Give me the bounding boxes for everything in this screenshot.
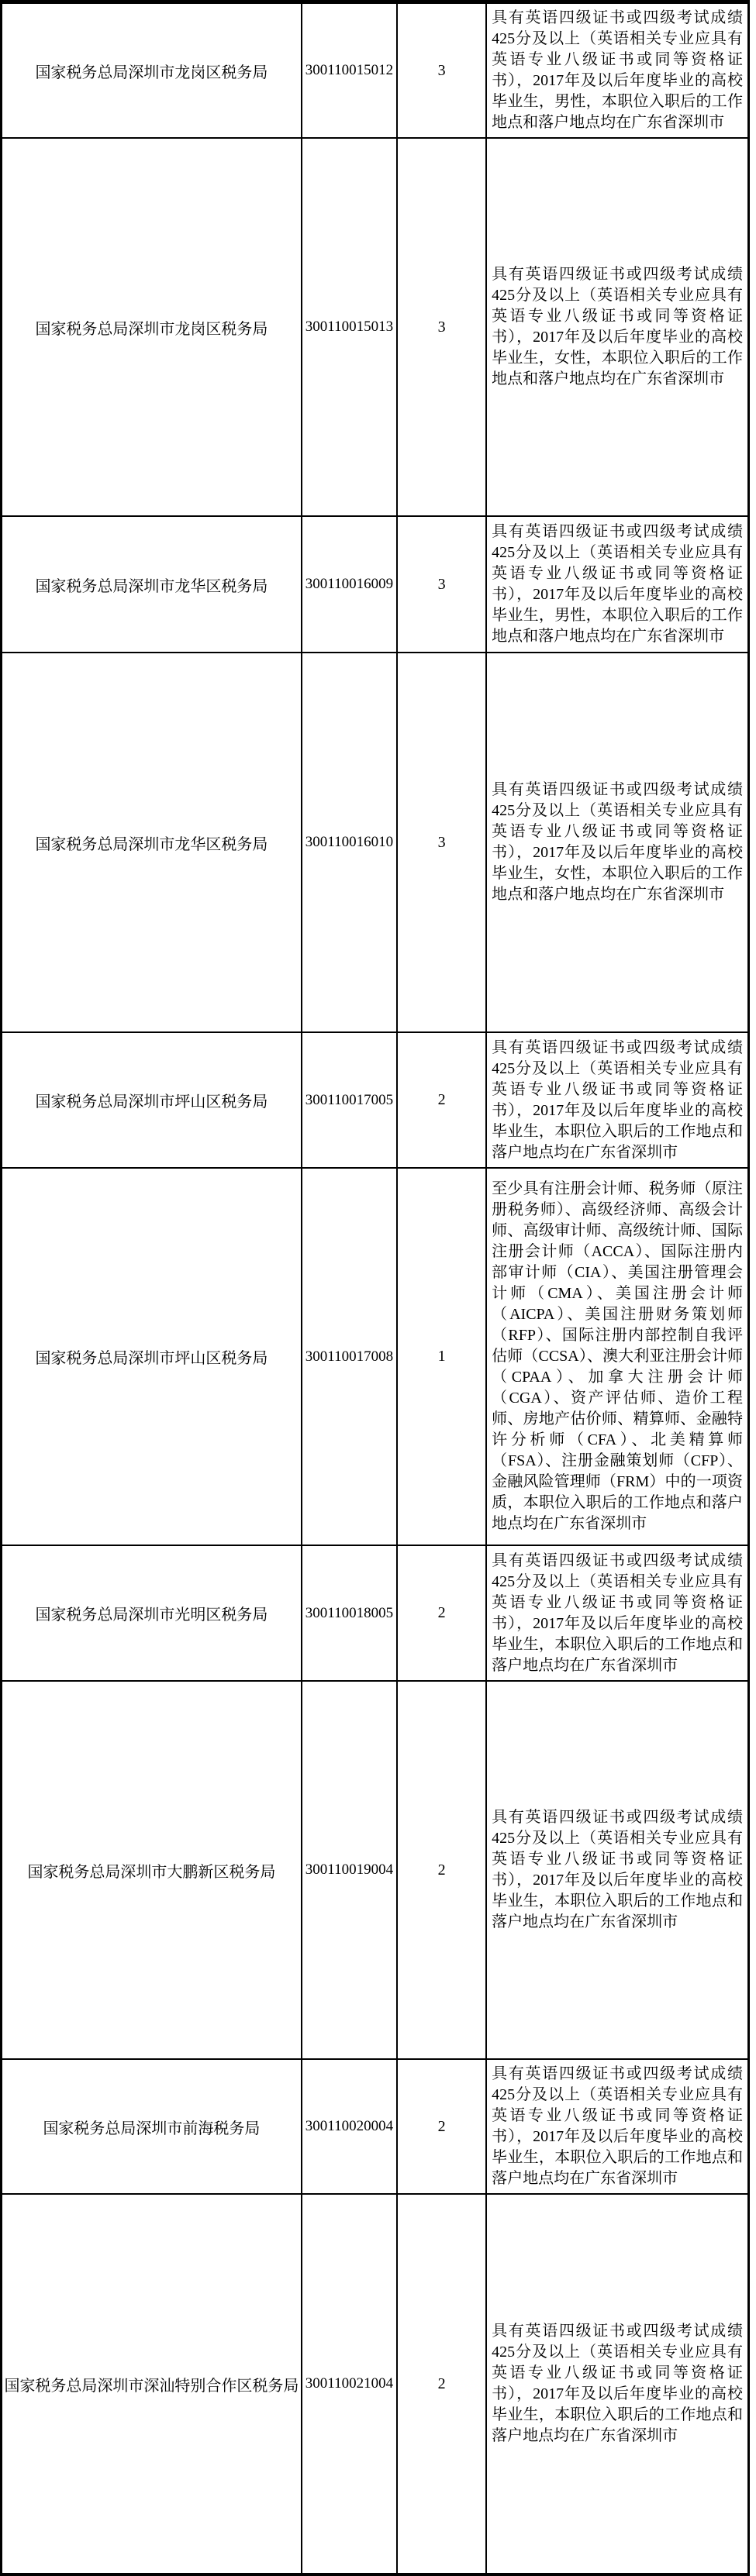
position-code-cell: 300110016009 xyxy=(302,516,397,653)
requirements-cell: 具有英语四级证书或四级考试成绩425分及以上（英语相关专业应具有英语专业八级证书或同等资格证书），2017年及以后年度毕业的高校毕业生，本职位入职后的工作地点和落户地点均在广东省深圳市 xyxy=(486,1032,748,1168)
requirements-cell: 具有英语四级证书或四级考试成绩425分及以上（英语相关专业应具有英语专业八级证书或同等资格证书），2017年及以后年度毕业的高校毕业生，本职位入职后的工作地点和落户地点均在广东省深圳市 xyxy=(486,1545,748,1681)
requirements-cell: 具有英语四级证书或四级考试成绩425分及以上（英语相关专业应具有英语专业八级证书或同等资格证书），2017年及以后年度毕业的高校毕业生，女性，本职位入职后的工作地点和落户地点均在广东省深圳市 xyxy=(486,653,748,1032)
org-name-cell: 国家税务总局深圳市龙华区税务局 xyxy=(2,653,302,1032)
headcount-cell: 3 xyxy=(397,653,486,1032)
table-row xyxy=(2,2194,749,2574)
table-row xyxy=(2,653,749,1032)
headcount-cell: 3 xyxy=(397,2,486,139)
headcount-cell: 2 xyxy=(397,1032,486,1168)
org-name-cell: 国家税务总局深圳市龙岗区税务局 xyxy=(2,2,302,139)
table-row xyxy=(2,2059,749,2194)
org-name-cell: 国家税务总局深圳市坪山区税务局 xyxy=(2,1168,302,1545)
org-name-cell: 国家税务总局深圳市龙岗区税务局 xyxy=(2,138,302,516)
headcount-cell: 3 xyxy=(397,516,486,653)
position-code-cell: 300110017005 xyxy=(302,1032,397,1168)
org-name-cell: 国家税务总局深圳市大鹏新区税务局 xyxy=(2,1681,302,2059)
org-name-cell: 国家税务总局深圳市深汕特别合作区税务局 xyxy=(2,2194,302,2574)
requirements-cell: 具有英语四级证书或四级考试成绩425分及以上（英语相关专业应具有英语专业八级证书或同等资格证书），2017年及以后年度毕业的高校毕业生，本职位入职后的工作地点和落户地点均在广东省深圳市 xyxy=(486,2059,748,2194)
position-code-cell: 300110015013 xyxy=(302,138,397,516)
table-row xyxy=(2,1032,749,1168)
position-code-cell: 300110021004 xyxy=(302,2194,397,2574)
org-name-cell: 国家税务总局深圳市龙华区税务局 xyxy=(2,516,302,653)
requirements-cell: 具有英语四级证书或四级考试成绩425分及以上（英语相关专业应具有英语专业八级证书或同等资格证书），2017年及以后年度毕业的高校毕业生，本职位入职后的工作地点和落户地点均在广东省深圳市 xyxy=(486,1681,748,2059)
requirements-cell: 具有英语四级证书或四级考试成绩425分及以上（英语相关专业应具有英语专业八级证书或同等资格证书），2017年及以后年度毕业的高校毕业生，男性，本职位入职后的工作地点和落户地点均在广东省深圳市 xyxy=(486,2,748,139)
position-code-cell: 300110020004 xyxy=(302,2059,397,2194)
headcount-cell: 2 xyxy=(397,1545,486,1681)
headcount-cell: 2 xyxy=(397,2194,486,2574)
table-row xyxy=(2,1681,749,2059)
headcount-cell: 1 xyxy=(397,1168,486,1545)
headcount-cell: 2 xyxy=(397,2059,486,2194)
table-row xyxy=(2,2,749,139)
org-name-cell: 国家税务总局深圳市坪山区税务局 xyxy=(2,1032,302,1168)
requirements-cell: 具有英语四级证书或四级考试成绩425分及以上（英语相关专业应具有英语专业八级证书或同等资格证书），2017年及以后年度毕业的高校毕业生，男性，本职位入职后的工作地点和落户地点均在广东省深圳市 xyxy=(486,516,748,653)
table-row xyxy=(2,516,749,653)
headcount-cell: 3 xyxy=(397,138,486,516)
requirements-cell: 具有英语四级证书或四级考试成绩425分及以上（英语相关专业应具有英语专业八级证书或同等资格证书），2017年及以后年度毕业的高校毕业生，本职位入职后的工作地点和落户地点均在广东省深圳市 xyxy=(486,2194,748,2574)
position-code-cell: 300110019004 xyxy=(302,1681,397,2059)
org-name-cell: 国家税务总局深圳市光明区税务局 xyxy=(2,1545,302,1681)
position-code-cell: 300110018005 xyxy=(302,1545,397,1681)
table-row xyxy=(2,138,749,516)
position-code-cell: 300110016010 xyxy=(302,653,397,1032)
position-code-cell: 300110015012 xyxy=(302,2,397,139)
org-name-cell: 国家税务总局深圳市前海税务局 xyxy=(2,2059,302,2194)
headcount-cell: 2 xyxy=(397,1681,486,2059)
position-code-cell: 300110017008 xyxy=(302,1168,397,1545)
table-row xyxy=(2,1168,749,1545)
table-row xyxy=(2,1545,749,1681)
requirements-cell: 至少具有注册会计师、税务师（原注册税务师）、高级经济师、高级会计师、高级审计师、高级统计师、国际注册会计师（ACCA）、国际注册内部审计师（CIA）、美国注册管理会计师（CMA）、美国注册会计师（AICPA）、美国注册财务策划师（RFP）、国际注册内部控制自我评估师（CCSA）、澳大利亚注册会计师（CPAA）、加拿大注册会计师（CGA）、资产评估师、造价工程师、房地产估价师、精算师、金融特许分析师（CFA）、北美精算师（FSA）、注册金融策划师（CFP）、金融风险管理师（FRM）中的一项资质，本职位入职后的工作地点和落户地点均在广东省深圳市 xyxy=(486,1168,748,1545)
requirements-cell: 具有英语四级证书或四级考试成绩425分及以上（英语相关专业应具有英语专业八级证书或同等资格证书），2017年及以后年度毕业的高校毕业生，女性，本职位入职后的工作地点和落户地点均在广东省深圳市 xyxy=(486,138,748,516)
